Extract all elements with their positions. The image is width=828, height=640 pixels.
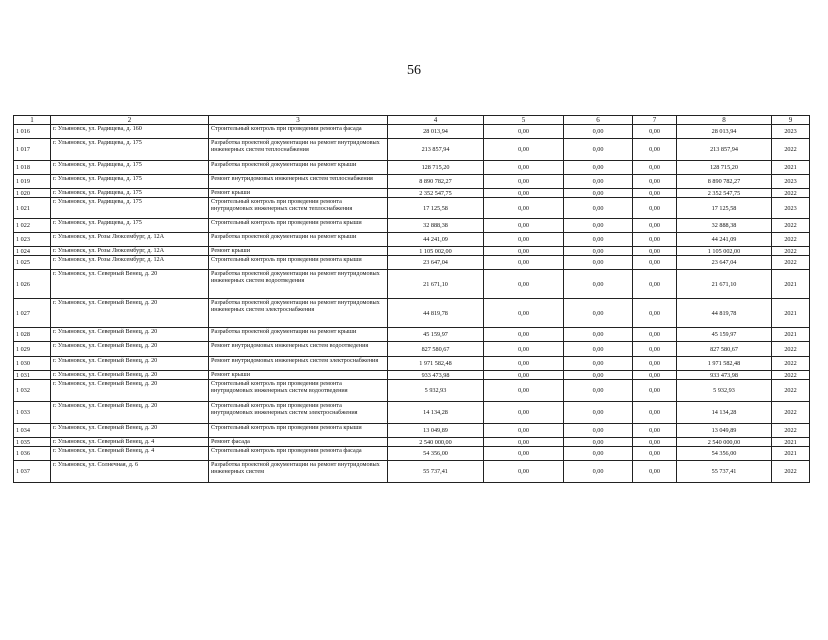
cost-cell: 0,00 — [633, 328, 677, 342]
address-cell: г. Ульяновск, ул. Розы Люксембург, д. 12А — [51, 247, 209, 256]
total-cost-cell: 54 356,00 — [388, 447, 484, 461]
regional-fund-cell: 2 540 000,00 — [677, 438, 772, 447]
address-cell: г. Ульяновск, ул. Северный Венец, д. 20 — [51, 342, 209, 357]
total-cost-cell: 32 888,38 — [388, 219, 484, 233]
row-number: 1 031 — [14, 371, 51, 380]
cost-cell: 0,00 — [564, 161, 633, 175]
address-cell: г. Ульяновск, ул. Северный Венец, д. 20 — [51, 357, 209, 371]
regional-fund-cell: 827 580,67 — [677, 342, 772, 357]
cost-cell: 0,00 — [484, 424, 564, 438]
row-number: 1 026 — [14, 270, 51, 299]
address-cell: г. Ульяновск, ул. Радищева, д. 175 — [51, 175, 209, 189]
regional-fund-cell: 55 737,41 — [677, 461, 772, 483]
regional-fund-cell: 32 888,38 — [677, 219, 772, 233]
cost-cell: 0,00 — [564, 447, 633, 461]
row-number: 1 029 — [14, 342, 51, 357]
column-number-row — [14, 116, 810, 125]
cost-cell: 0,00 — [484, 299, 564, 328]
row-number: 1 037 — [14, 461, 51, 483]
regional-fund-cell: 128 715,20 — [677, 161, 772, 175]
year-cell: 2022 — [772, 380, 810, 402]
cost-cell: 0,00 — [484, 461, 564, 483]
row-number: 1 035 — [14, 438, 51, 447]
work-type-cell: Строительный контроль при проведении ремонта внутридомовых инженерных систем водоотведения — [209, 380, 388, 402]
year-cell: 2022 — [772, 219, 810, 233]
row-number: 1 024 — [14, 247, 51, 256]
total-cost-cell: 28 013,94 — [388, 125, 484, 139]
row-number: 1 023 — [14, 233, 51, 247]
address-cell: г. Ульяновск, ул. Радищева, д. 160 — [51, 125, 209, 139]
year-cell: 2022 — [772, 189, 810, 198]
work-type-cell: Строительный контроль при проведении ремонта фасада — [209, 125, 388, 139]
address-cell: г. Ульяновск, ул. Радищева, д. 175 — [51, 198, 209, 219]
work-type-cell: Разработка проектной документации на ремонт крыши — [209, 233, 388, 247]
regional-fund-cell: 45 159,97 — [677, 328, 772, 342]
total-cost-cell: 1 971 582,48 — [388, 357, 484, 371]
cost-cell: 0,00 — [564, 219, 633, 233]
table-row — [14, 247, 810, 256]
cost-cell: 0,00 — [484, 161, 564, 175]
year-cell: 2021 — [772, 161, 810, 175]
row-number: 1 018 — [14, 161, 51, 175]
total-cost-cell: 1 105 002,00 — [388, 247, 484, 256]
regional-fund-cell: 28 013,94 — [677, 125, 772, 139]
cost-cell: 0,00 — [633, 402, 677, 424]
col-header: 4 — [388, 116, 484, 125]
row-number: 1 032 — [14, 380, 51, 402]
cost-cell: 0,00 — [564, 256, 633, 270]
address-cell: г. Ульяновск, ул. Радищева, д. 175 — [51, 219, 209, 233]
regional-fund-cell: 21 671,10 — [677, 270, 772, 299]
year-cell: 2022 — [772, 139, 810, 161]
year-cell: 2023 — [772, 198, 810, 219]
cost-cell: 0,00 — [633, 438, 677, 447]
cost-cell: 0,00 — [633, 461, 677, 483]
total-cost-cell: 13 049,89 — [388, 424, 484, 438]
work-type-cell: Разработка проектной документации на ремонт внутридомовых инженерных систем — [209, 461, 388, 483]
cost-cell: 0,00 — [633, 342, 677, 357]
cost-cell: 0,00 — [484, 438, 564, 447]
row-number: 1 025 — [14, 256, 51, 270]
table-row — [14, 256, 810, 270]
cost-cell: 0,00 — [484, 270, 564, 299]
address-cell: г. Ульяновск, ул. Северный Венец, д. 4 — [51, 447, 209, 461]
work-type-cell: Строительный контроль при проведении ремонта фасада — [209, 447, 388, 461]
cost-cell: 0,00 — [484, 357, 564, 371]
total-cost-cell: 44 241,09 — [388, 233, 484, 247]
row-number: 1 030 — [14, 357, 51, 371]
total-cost-cell: 44 819,78 — [388, 299, 484, 328]
year-cell: 2022 — [772, 233, 810, 247]
row-number: 1 017 — [14, 139, 51, 161]
work-type-cell: Ремонт внутридомовых инженерных систем водоотведения — [209, 342, 388, 357]
work-type-cell: Строительный контроль при проведении ремонта внутридомовых инженерных систем электроснабжения — [209, 402, 388, 424]
regional-fund-cell: 13 049,89 — [677, 424, 772, 438]
regional-fund-cell: 5 932,93 — [677, 380, 772, 402]
table-body — [14, 125, 810, 483]
address-cell: г. Ульяновск, ул. Северный Венец, д. 20 — [51, 380, 209, 402]
cost-cell: 0,00 — [564, 438, 633, 447]
regional-fund-cell: 54 356,00 — [677, 447, 772, 461]
cost-cell: 0,00 — [633, 161, 677, 175]
year-cell: 2022 — [772, 461, 810, 483]
page-number: 56 — [407, 63, 421, 78]
cost-cell: 0,00 — [633, 371, 677, 380]
cost-cell: 0,00 — [564, 125, 633, 139]
cost-cell: 0,00 — [564, 328, 633, 342]
cost-cell: 0,00 — [484, 198, 564, 219]
col-header: 9 — [772, 116, 810, 125]
table-row — [14, 402, 810, 424]
work-type-cell: Ремонт крыши — [209, 247, 388, 256]
cost-cell: 0,00 — [633, 299, 677, 328]
table-row — [14, 125, 810, 139]
cost-cell: 0,00 — [633, 424, 677, 438]
regional-fund-cell: 213 857,94 — [677, 139, 772, 161]
address-cell: г. Ульяновск, ул. Северный Венец, д. 20 — [51, 328, 209, 342]
col-header: 5 — [484, 116, 564, 125]
cost-cell: 0,00 — [564, 342, 633, 357]
table-row — [14, 438, 810, 447]
row-number: 1 020 — [14, 189, 51, 198]
address-cell: г. Ульяновск, ул. Радищева, д. 175 — [51, 139, 209, 161]
total-cost-cell: 55 737,41 — [388, 461, 484, 483]
table-row — [14, 219, 810, 233]
table-row — [14, 447, 810, 461]
cost-cell: 0,00 — [633, 247, 677, 256]
cost-cell: 0,00 — [484, 247, 564, 256]
work-type-cell: Строительный контроль при проведении ремонта крыши — [209, 424, 388, 438]
regional-fund-cell: 1 105 002,00 — [677, 247, 772, 256]
col-header: 3 — [209, 116, 388, 125]
work-type-cell: Строительный контроль при проведении ремонта внутридомовых инженерных систем теплоснабжения — [209, 198, 388, 219]
table-row — [14, 357, 810, 371]
year-cell: 2023 — [772, 175, 810, 189]
cost-cell: 0,00 — [564, 357, 633, 371]
address-cell: г. Ульяновск, ул. Солнечная, д. 6 — [51, 461, 209, 483]
row-number: 1 034 — [14, 424, 51, 438]
work-type-cell: Разработка проектной документации на ремонт крыши — [209, 161, 388, 175]
cost-cell: 0,00 — [564, 139, 633, 161]
cost-cell: 0,00 — [564, 402, 633, 424]
cost-cell: 0,00 — [484, 233, 564, 247]
year-cell: 2021 — [772, 299, 810, 328]
cost-cell: 0,00 — [633, 198, 677, 219]
cost-cell: 0,00 — [633, 233, 677, 247]
cost-cell: 0,00 — [484, 380, 564, 402]
total-cost-cell: 5 932,93 — [388, 380, 484, 402]
total-cost-cell: 8 890 782,27 — [388, 175, 484, 189]
address-cell: г. Ульяновск, ул. Северный Венец, д. 20 — [51, 299, 209, 328]
cost-cell: 0,00 — [484, 371, 564, 380]
cost-cell: 0,00 — [564, 189, 633, 198]
cost-cell: 0,00 — [633, 139, 677, 161]
row-number: 1 027 — [14, 299, 51, 328]
table-row — [14, 161, 810, 175]
cost-cell: 0,00 — [633, 357, 677, 371]
table-row — [14, 198, 810, 219]
cost-cell: 0,00 — [633, 270, 677, 299]
total-cost-cell: 23 647,04 — [388, 256, 484, 270]
col-header: 1 — [14, 116, 51, 125]
cost-cell: 0,00 — [633, 447, 677, 461]
table-row — [14, 139, 810, 161]
year-cell: 2022 — [772, 342, 810, 357]
work-type-cell: Строительный контроль при проведении ремонта крыши — [209, 256, 388, 270]
address-cell: г. Ульяновск, ул. Северный Венец, д. 20 — [51, 371, 209, 380]
cost-cell: 0,00 — [484, 256, 564, 270]
cost-cell: 0,00 — [633, 189, 677, 198]
year-cell: 2021 — [772, 447, 810, 461]
cost-cell: 0,00 — [484, 219, 564, 233]
table-row — [14, 380, 810, 402]
address-cell: г. Ульяновск, ул. Северный Венец, д. 20 — [51, 424, 209, 438]
year-cell: 2022 — [772, 357, 810, 371]
total-cost-cell: 2 352 547,75 — [388, 189, 484, 198]
address-cell: г. Ульяновск, ул. Северный Венец, д. 20 — [51, 402, 209, 424]
cost-cell: 0,00 — [564, 380, 633, 402]
cost-cell: 0,00 — [564, 247, 633, 256]
address-cell: г. Ульяновск, ул. Розы Люксембург, д. 12А — [51, 233, 209, 247]
total-cost-cell: 17 125,58 — [388, 198, 484, 219]
col-header: 2 — [51, 116, 209, 125]
year-cell: 2021 — [772, 270, 810, 299]
row-number: 1 036 — [14, 447, 51, 461]
cost-cell: 0,00 — [564, 198, 633, 219]
cost-cell: 0,00 — [633, 256, 677, 270]
table-row — [14, 233, 810, 247]
total-cost-cell: 21 671,10 — [388, 270, 484, 299]
repair-program-table — [13, 115, 810, 483]
cost-cell: 0,00 — [633, 175, 677, 189]
address-cell: г. Ульяновск, ул. Северный Венец, д. 4 — [51, 438, 209, 447]
regional-fund-cell: 1 971 582,48 — [677, 357, 772, 371]
cost-cell: 0,00 — [564, 461, 633, 483]
work-type-cell: Разработка проектной документации на ремонт внутридомовых инженерных систем электроснабжения — [209, 299, 388, 328]
regional-fund-cell: 17 125,58 — [677, 198, 772, 219]
work-type-cell: Строительный контроль при проведении ремонта крыши — [209, 219, 388, 233]
total-cost-cell: 14 134,28 — [388, 402, 484, 424]
table-row — [14, 342, 810, 357]
work-type-cell: Ремонт крыши — [209, 189, 388, 198]
regional-fund-cell: 44 819,78 — [677, 299, 772, 328]
year-cell: 2022 — [772, 256, 810, 270]
row-number: 1 022 — [14, 219, 51, 233]
table-row — [14, 299, 810, 328]
regional-fund-cell: 23 647,04 — [677, 256, 772, 270]
cost-cell: 0,00 — [564, 233, 633, 247]
col-header: 6 — [564, 116, 633, 125]
table-row — [14, 328, 810, 342]
regional-fund-cell: 933 473,98 — [677, 371, 772, 380]
year-cell: 2021 — [772, 328, 810, 342]
work-type-cell: Ремонт крыши — [209, 371, 388, 380]
regional-fund-cell: 44 241,09 — [677, 233, 772, 247]
cost-cell: 0,00 — [484, 125, 564, 139]
cost-cell: 0,00 — [484, 175, 564, 189]
table-row — [14, 371, 810, 380]
total-cost-cell: 2 540 000,00 — [388, 438, 484, 447]
cost-cell: 0,00 — [484, 189, 564, 198]
cost-cell: 0,00 — [484, 139, 564, 161]
cost-cell: 0,00 — [564, 424, 633, 438]
address-cell: г. Ульяновск, ул. Северный Венец, д. 20 — [51, 270, 209, 299]
work-type-cell: Ремонт внутридомовых инженерных систем теплоснабжения — [209, 175, 388, 189]
col-header: 8 — [677, 116, 772, 125]
work-type-cell: Разработка проектной документации на ремонт крыши — [209, 328, 388, 342]
cost-cell: 0,00 — [633, 219, 677, 233]
total-cost-cell: 128 715,20 — [388, 161, 484, 175]
address-cell: г. Ульяновск, ул. Радищева, д. 175 — [51, 189, 209, 198]
cost-cell: 0,00 — [564, 270, 633, 299]
cost-cell: 0,00 — [484, 447, 564, 461]
row-number: 1 033 — [14, 402, 51, 424]
regional-fund-cell: 8 890 782,27 — [677, 175, 772, 189]
total-cost-cell: 933 473,98 — [388, 371, 484, 380]
table-row — [14, 270, 810, 299]
cost-cell: 0,00 — [633, 380, 677, 402]
work-type-cell: Ремонт внутридомовых инженерных систем электроснабжения — [209, 357, 388, 371]
cost-cell: 0,00 — [484, 328, 564, 342]
cost-cell: 0,00 — [633, 125, 677, 139]
row-number: 1 021 — [14, 198, 51, 219]
table-row — [14, 461, 810, 483]
cost-cell: 0,00 — [564, 371, 633, 380]
col-header: 7 — [633, 116, 677, 125]
year-cell: 2022 — [772, 424, 810, 438]
cost-cell: 0,00 — [564, 175, 633, 189]
year-cell: 2023 — [772, 125, 810, 139]
row-number: 1 019 — [14, 175, 51, 189]
work-type-cell: Разработка проектной документации на ремонт внутридомовых инженерных систем теплоснабжения — [209, 139, 388, 161]
row-number: 1 016 — [14, 125, 51, 139]
work-type-cell: Ремонт фасада — [209, 438, 388, 447]
year-cell: 2022 — [772, 371, 810, 380]
cost-cell: 0,00 — [484, 342, 564, 357]
work-type-cell: Разработка проектной документации на ремонт внутридомовых инженерных систем водоотведения — [209, 270, 388, 299]
row-number: 1 028 — [14, 328, 51, 342]
year-cell: 2021 — [772, 438, 810, 447]
regional-fund-cell: 2 352 547,75 — [677, 189, 772, 198]
address-cell: г. Ульяновск, ул. Розы Люксембург, д. 12А — [51, 256, 209, 270]
cost-cell: 0,00 — [484, 402, 564, 424]
table-row — [14, 424, 810, 438]
table-row — [14, 189, 810, 198]
total-cost-cell: 827 580,67 — [388, 342, 484, 357]
cost-cell: 0,00 — [564, 299, 633, 328]
year-cell: 2022 — [772, 247, 810, 256]
address-cell: г. Ульяновск, ул. Радищева, д. 175 — [51, 161, 209, 175]
total-cost-cell: 45 159,97 — [388, 328, 484, 342]
regional-fund-cell: 14 134,28 — [677, 402, 772, 424]
year-cell: 2022 — [772, 402, 810, 424]
total-cost-cell: 213 857,94 — [388, 139, 484, 161]
table-row — [14, 175, 810, 189]
